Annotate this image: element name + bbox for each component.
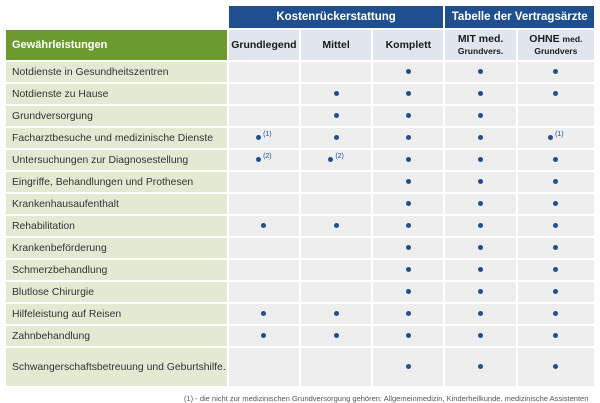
table-cell [373, 128, 443, 148]
coverage-dot [478, 201, 483, 206]
coverage-dot [553, 179, 558, 184]
table-row [6, 238, 594, 258]
column-sublabel: Grundvers. [457, 46, 504, 56]
table-cell [301, 128, 371, 148]
table-cell [301, 238, 371, 258]
table-cell [301, 84, 371, 104]
table-cell [445, 128, 515, 148]
table-cell [518, 304, 594, 324]
coverage-dot [256, 157, 261, 162]
table-cell [518, 348, 594, 386]
table-cell [301, 260, 371, 280]
row-label: Blutlose Chirurgie [6, 282, 227, 302]
row-label: Notdienste in Gesundheitszentren [6, 62, 227, 82]
table-cell [229, 348, 299, 386]
table-cell [301, 216, 371, 236]
table-row [6, 106, 594, 126]
table-cell [301, 62, 371, 82]
table-cell [373, 260, 443, 280]
group-kostenrueckerstattung: Kostenrückerstattung [229, 6, 444, 28]
table-row [6, 326, 594, 346]
table-cell [373, 238, 443, 258]
coverage-dot [553, 201, 558, 206]
coverage-dot [478, 91, 483, 96]
table-cell [518, 62, 594, 82]
row-label: Schwangerschaftsbetreuung und Geburtshilfe. [6, 348, 227, 386]
column-header-mittel [301, 30, 371, 60]
coverage-dot [406, 311, 411, 316]
table-row [6, 84, 594, 104]
coverage-dot [406, 69, 411, 74]
table-cell [301, 172, 371, 192]
footnote-marker: (1) [263, 130, 272, 138]
coverage-dot [334, 135, 339, 140]
column-header-row [6, 30, 594, 60]
coverage-dot [478, 267, 483, 272]
table-cell [229, 84, 299, 104]
row-label: Notdienste zu Hause [6, 84, 227, 104]
table-row [6, 304, 594, 324]
table-cell [445, 260, 515, 280]
table-cell [229, 172, 299, 192]
coverage-dot [406, 333, 411, 338]
table-cell [445, 238, 515, 258]
footnote-marker: (1) [555, 130, 564, 138]
column-label: Mittel [322, 39, 350, 51]
coverage-dot [478, 311, 483, 316]
column-label-small: med. [562, 34, 583, 44]
table-row [6, 216, 594, 236]
table-cell [301, 326, 371, 346]
table-cell [445, 216, 515, 236]
footnote-marker: (2) [335, 152, 344, 160]
table-cell [373, 106, 443, 126]
coverage-dot [478, 157, 483, 162]
coverage-dot [334, 113, 339, 118]
table-cell [445, 326, 515, 346]
table-cell [301, 106, 371, 126]
table-cell [229, 260, 299, 280]
coverage-dot [328, 157, 333, 162]
table-row [6, 150, 594, 170]
table-cell [445, 282, 515, 302]
table-cell [518, 282, 594, 302]
coverage-dot [406, 364, 411, 369]
row-label: Zahnbehandlung [6, 326, 227, 346]
column-header-ohne-med [518, 30, 594, 60]
table-cell [518, 128, 594, 148]
coverage-dot [478, 333, 483, 338]
table-row [6, 282, 594, 302]
table-cell [373, 62, 443, 82]
table-cell [518, 260, 594, 280]
table-cell [229, 150, 299, 170]
coverage-dot [334, 223, 339, 228]
coverage-dot [334, 311, 339, 316]
coverage-dot [406, 113, 411, 118]
coverage-dot [553, 311, 558, 316]
table-cell [229, 282, 299, 302]
coverage-dot [406, 157, 411, 162]
coverage-dot [478, 364, 483, 369]
table-cell [445, 172, 515, 192]
footnote: (1) - die nicht zur medizinischen Grundversorgung gehören: Allgemeinmedizin, Kinderheilkunde, medizinische Assistenten [184, 394, 589, 403]
table-cell [229, 194, 299, 214]
table-cell [445, 150, 515, 170]
coverage-dot [553, 245, 558, 250]
group-vertragsaerzte: Tabelle der Vertragsärzte [445, 6, 594, 28]
row-label: Krankenhausaufenthalt [6, 194, 227, 214]
row-label: Eingriffe, Behandlungen und Prothesen [6, 172, 227, 192]
table-cell [301, 150, 371, 170]
table-cell [445, 304, 515, 324]
column-label: Komplett [385, 39, 432, 51]
coverage-dot [478, 69, 483, 74]
row-label: Untersuchungen zur Diagnosestellung [6, 150, 227, 170]
table-cell [518, 326, 594, 346]
coverage-dot [478, 245, 483, 250]
coverage-dot [406, 223, 411, 228]
table-cell [229, 216, 299, 236]
table-cell [301, 348, 371, 386]
coverage-dot [478, 113, 483, 118]
row-label: Krankenbeförderung [6, 238, 227, 258]
table-cell [301, 304, 371, 324]
table-cell [445, 194, 515, 214]
coverage-dot [553, 223, 558, 228]
row-label: Rehabilitation [6, 216, 227, 236]
coverage-dot [548, 135, 553, 140]
coverage-dot [478, 179, 483, 184]
row-header-title: Gewährleistungen [6, 30, 227, 60]
table-cell [373, 282, 443, 302]
coverage-dot [406, 201, 411, 206]
coverage-dot [553, 364, 558, 369]
table-cell [229, 238, 299, 258]
column-header-mit-med [445, 30, 515, 60]
group-header-row [6, 6, 594, 28]
table-row [6, 260, 594, 280]
coverage-dot [256, 135, 261, 140]
row-label: Grundversorgung [6, 106, 227, 126]
table-cell [445, 62, 515, 82]
table-cell [373, 194, 443, 214]
corner-blank [6, 6, 227, 28]
row-label: Schmerzbehandlung [6, 260, 227, 280]
coverage-dot [553, 289, 558, 294]
coverage-dot [406, 267, 411, 272]
table-body [6, 62, 594, 386]
table-cell [373, 326, 443, 346]
table-cell [445, 84, 515, 104]
table-cell [373, 304, 443, 324]
coverage-dot [406, 289, 411, 294]
table-row [6, 62, 594, 82]
table-cell [373, 348, 443, 386]
table-cell [518, 84, 594, 104]
table-cell [518, 172, 594, 192]
table-cell [301, 282, 371, 302]
table-cell [373, 216, 443, 236]
table-cell [445, 348, 515, 386]
column-header-komplett [373, 30, 443, 60]
coverage-dot [553, 91, 558, 96]
footnote-marker: (2) [263, 152, 272, 160]
table-row [6, 128, 594, 148]
coverage-dot [553, 157, 558, 162]
table-cell [518, 238, 594, 258]
coverage-dot [334, 91, 339, 96]
column-sublabel: Grundvers [534, 46, 578, 56]
table-cell [373, 172, 443, 192]
coverage-dot [478, 135, 483, 140]
coverage-dot [261, 311, 266, 316]
column-header-grundlegend [229, 30, 299, 60]
row-label: Hilfeleistung auf Reisen [6, 304, 227, 324]
table-cell [229, 326, 299, 346]
coverage-dot [553, 333, 558, 338]
column-label: MIT med. [457, 33, 504, 45]
table-row [6, 172, 594, 192]
coverage-dot [478, 223, 483, 228]
coverage-dot [478, 289, 483, 294]
table-cell [229, 304, 299, 324]
column-label: Grundlegend [231, 39, 297, 51]
table-cell [229, 128, 299, 148]
coverage-dot [334, 333, 339, 338]
table-cell [229, 62, 299, 82]
coverage-dot [406, 245, 411, 250]
coverage-table-container [4, 4, 594, 388]
table-row [6, 194, 594, 214]
table-cell [229, 106, 299, 126]
coverage-dot [553, 69, 558, 74]
coverage-dot [406, 135, 411, 140]
coverage-dot [261, 223, 266, 228]
table-cell [518, 106, 594, 126]
table-cell [301, 194, 371, 214]
coverage-dot [406, 91, 411, 96]
column-label: OHNE [529, 33, 560, 45]
coverage-dot [261, 333, 266, 338]
table-cell [373, 84, 443, 104]
coverage-dot [553, 267, 558, 272]
table-cell [518, 194, 594, 214]
table-cell [373, 150, 443, 170]
coverage-dot [406, 179, 411, 184]
table-row [6, 348, 594, 386]
table-cell [518, 216, 594, 236]
row-label: Facharztbesuche und medizinische Dienste [6, 128, 227, 148]
table-cell [518, 150, 594, 170]
coverage-table [4, 4, 596, 388]
table-cell [445, 106, 515, 126]
